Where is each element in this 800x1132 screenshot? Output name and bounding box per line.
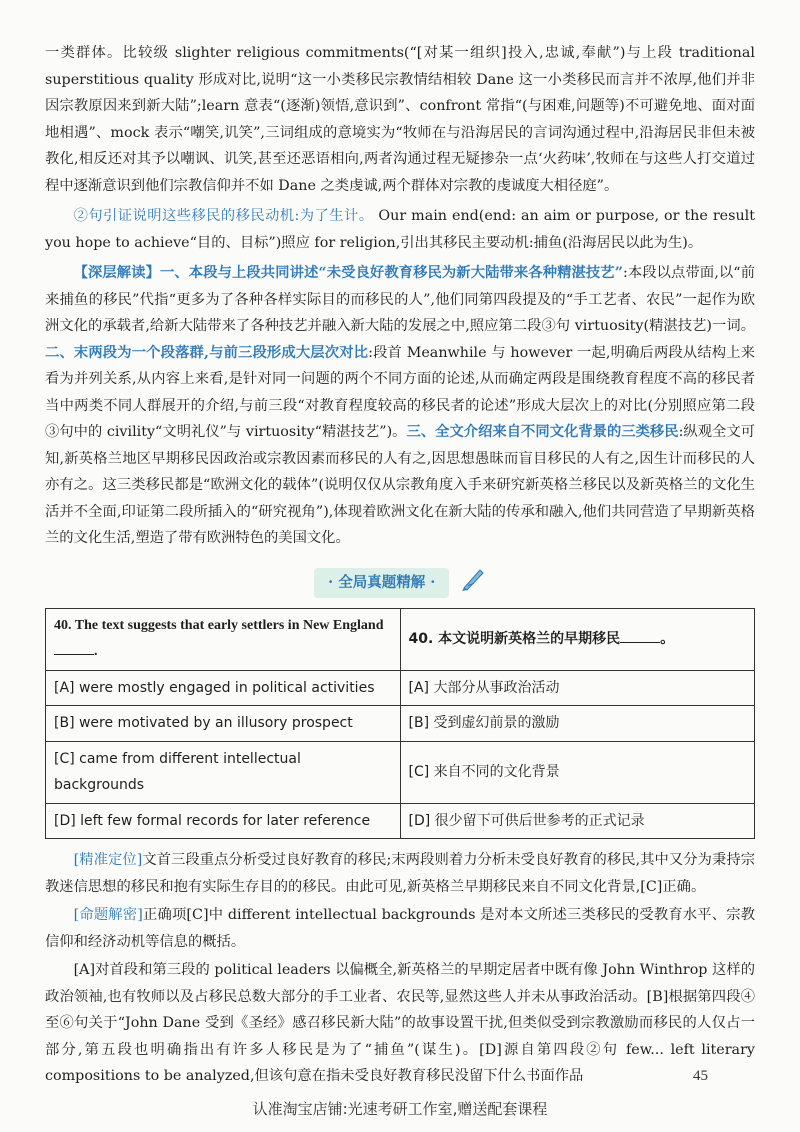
section-title-label: · 全局真题精解 · (314, 568, 449, 598)
option-c-cn: [C] 来自不同的文化背景 (400, 741, 755, 803)
option-b-en: [B] were motivated by an illusory prospect (46, 706, 401, 742)
question-stem-en: 40. The text suggests that early settlers in New England . (46, 608, 401, 670)
option-c-en: [C] came from different intellectual backgrounds (46, 741, 401, 803)
deep-reading-paragraph (45, 260, 755, 552)
answer-blank (54, 642, 94, 655)
option-d-en: [D] left few formal records for later reference (46, 803, 401, 839)
option-a-en: [A] were mostly engaged in political activities (46, 670, 401, 706)
option-b-cn: [B] 受到虚幻前景的激励 (400, 706, 755, 742)
deep-reading-text-2: :段首 Meanwhile 与 however 一起,明确后两段从结构上来看为并列关系,从内容上来看,是针对同一问题的两个不同方面的论述,从而确定两段是围绕教育程度不高的移民者当中两类不同人群展开的介绍,与前三段“对教育程度较高的移民者的论述”形成大层次上的对比(分别照应第二段③句中的 civility“文明礼仪”与 virtuosity“精湛技艺”)。 (45, 344, 755, 440)
deep-reading-point-3: 三、全文介绍来自不同文化背景的三类移民 (406, 424, 679, 440)
precise-location-tag: [精准定位] (73, 852, 143, 868)
paragraph-2-text: Our main end(end: an aim or purpose, or the result you hope to achieve“目的、目标”)照应 for religion,引出其移民主要动机:捕鱼(沿海居民以此为生)。 (45, 208, 755, 251)
question-stem-row (46, 608, 755, 670)
option-a-cn: [A] 大部分从事政治活动 (400, 670, 755, 706)
answer-blank (620, 630, 660, 643)
option-row (46, 670, 755, 706)
motive-highlight: ②句引证说明这些移民的移民动机:为了生计。 (73, 208, 374, 224)
precise-location-text: 文首三段重点分析受过良好教育的移民;末两段则着力分析未受良好教育的移民,其中又分为秉持宗教迷信思想的移民和抱有实际生存目的的移民。由此可见,新英格兰早期移民来自不同文化背景,[C]正确。 (45, 852, 756, 895)
question-stem-cn: 40. 本文说明新英格兰的早期移民 。 (400, 608, 755, 670)
deep-reading-text-1: :本段以点带面,以“前来捕鱼的移民”代指“更多为了各种各样实际目的而移民的人”,他们同第四段提及的“手工艺者、农民”一起作为欧洲文化的承载者,给新大陆带来了各种技艺并融入新大陆的发展之中,照应第二段③句 virtuosity(精湛技艺)一词。 (45, 265, 756, 334)
question-table (45, 608, 755, 840)
deep-reading-text-3: :纵观全文可知,新英格兰地区早期移民因政治或宗教因素而移民的人有之,因思想愚昧而盲目移民的人有之,因生计而移民的人亦有之。这三类移民都是“欧洲文化的载体”(说明仅仅从宗教角度入手来研究新英格兰移民以及新英格兰的文化生活并不全面,印证第二段所插入的“研究视角”),体现着欧洲文化在新大陆的传承和融入,他们共同营造了早期新英格兰的文化生活,塑造了带有欧洲特色的美国文化。 (45, 424, 755, 546)
footer-note: 认准淘宝店铺:光速考研工作室,赠送配套课程 (252, 1100, 548, 1118)
question-key-text: 正确项[C]中 different intellectual backgrounds 是对本文所述三类移民的受教育水平、宗教信仰和经济动机等信息的概括。 (45, 907, 755, 950)
deep-reading-point-1: 一、本段与上段共同讲述“未受良好教育移民为新大陆带来各种精湛技艺” (160, 265, 623, 281)
page-content (45, 40, 755, 1090)
paragraph-2 (45, 203, 755, 256)
option-d-cn: [D] 很少留下可供后世参考的正式记录 (400, 803, 755, 839)
option-row (46, 706, 755, 742)
question-key-tag: [命题解密] (73, 907, 143, 923)
paragraph-1: 一类群体。比较级 slighter religious commitments(“[对某一组织]投入,忠诚,奉献”)与上段 traditional superstitious quality 形成对比,说明“这一小类移民宗教情结相较 Dane 这一小类移民而言并不浓厚,他们并非因宗教原因来到新大陆”;learn 意表“(逐渐)领悟,意识到”、confront 常指“(与困难,问题等)不可避免地、面对面地相遇”、mock 表示“嘲笑,讥笑”,三词组成的意境实为“牧师在与沿海居民的言词沟通过程中,沿海居民非但未被教化,相反还对其予以嘲讽、讥笑,甚至还恶语相向,两者沟通过程无疑掺杂一点‘火药味’,牧师在与这些人打交道过程中逐渐意识到他们宗教信仰并不如 Dane 之类虔诚,两个群体对宗教的虔诚度大相径庭”。 (45, 45, 755, 194)
option-row (46, 741, 755, 803)
deep-reading-tag: 【深层解读】 (73, 265, 160, 281)
question-key-paragraph (45, 902, 755, 955)
section-title (45, 566, 755, 596)
deep-reading-point-2: 二、末两段为一个段落群,与前三段形成大层次对比 (45, 344, 369, 361)
precise-location-paragraph (45, 847, 755, 900)
option-row (46, 803, 755, 839)
page-number: 45 (693, 1068, 708, 1084)
wrong-options-paragraph: [A]对首段和第三段的 political leaders 以偏概全,新英格兰的早期定居者中既有像 John Winthrop 这样的政治领袖,也有牧师以及占移民总数大部分的手工业者、农民等,显然这些人并未从事政治活动。[B]根据第四段④至⑥句关于“John Dane 受到《圣经》感召移民新大陆”的故事设置干扰,但类似受到宗教激励而移民的人仅占一部分,第五段也明确指出有许多人移民是为了“捕鱼”(谋生)。[D]源自第四段②句 few... left literary compositions to be analyzed,但该句意在指未受良好教育移民没留下什么书面作品 (45, 962, 755, 1084)
pen-icon (460, 566, 486, 602)
